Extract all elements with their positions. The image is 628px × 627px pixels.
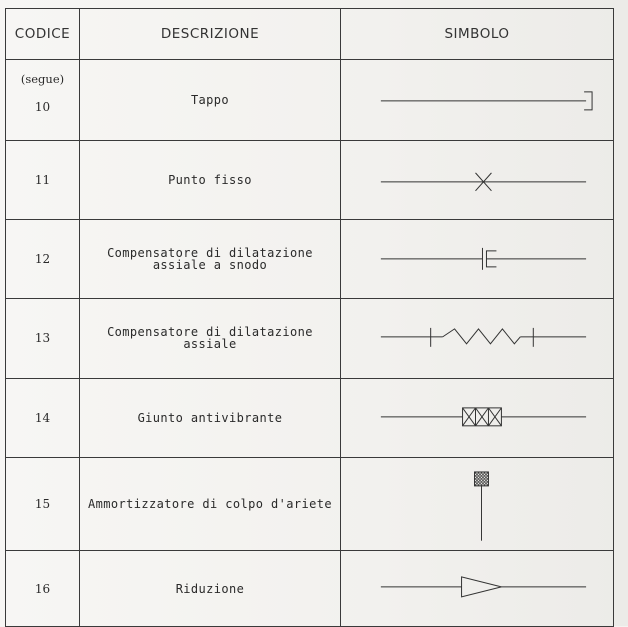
header-simbolo: SIMBOLO xyxy=(341,9,614,60)
table-row xyxy=(6,299,614,379)
code-cell xyxy=(6,60,80,141)
joint-compensator-symbol xyxy=(341,220,613,298)
description-line: Tappo xyxy=(190,92,230,107)
description-line: Compensatore di dilatazione xyxy=(107,246,313,261)
anti-vibration-joint-symbol xyxy=(341,379,613,457)
axial-compensator-symbol xyxy=(341,299,613,378)
table-row xyxy=(6,140,614,220)
symbol-table xyxy=(5,8,614,627)
symbol-cell xyxy=(341,220,614,299)
code-cell: 14 xyxy=(6,378,80,457)
description-line: Giunto antivibrante xyxy=(137,410,283,425)
description-line: Punto fisso xyxy=(168,173,252,188)
table-row xyxy=(6,220,614,299)
table-row xyxy=(6,551,614,627)
symbol-cell xyxy=(341,551,614,627)
description-cell xyxy=(80,378,341,457)
description-line: Ammortizzatore di colpo d'ariete xyxy=(88,496,332,511)
code-cell: 12 xyxy=(6,220,80,299)
symbol-cell xyxy=(341,457,614,551)
description-line: assiale a snodo xyxy=(152,258,268,273)
symbol-cell xyxy=(341,378,614,457)
description-cell xyxy=(80,551,341,627)
header-codice: CODICE xyxy=(6,9,80,60)
code-cell: 13 xyxy=(6,299,80,379)
table-row xyxy=(6,60,614,141)
code-cell: 15 xyxy=(6,457,80,551)
code-value: 10 xyxy=(34,99,51,114)
table-row xyxy=(6,378,614,457)
reducer-symbol xyxy=(341,551,613,626)
description-cell xyxy=(80,220,341,299)
description-cell xyxy=(80,60,341,141)
code-cell: 16 xyxy=(6,551,80,627)
water-hammer-arrester-symbol xyxy=(341,458,613,551)
table-row xyxy=(6,457,614,551)
description-line: Riduzione xyxy=(175,581,245,596)
description-line: Compensatore di dilatazione xyxy=(107,325,313,340)
symbol-cell xyxy=(341,140,614,220)
cap-symbol xyxy=(341,60,613,140)
description-cell xyxy=(80,140,341,220)
table-header-row xyxy=(6,9,614,60)
continued-note: (segue) xyxy=(20,71,65,86)
symbol-cell xyxy=(341,299,614,379)
code-cell: 11 xyxy=(6,140,80,220)
header-descrizione: DESCRIZIONE xyxy=(80,9,341,60)
fixed-point-symbol xyxy=(341,141,613,220)
description-cell xyxy=(80,457,341,551)
description-cell xyxy=(80,299,341,379)
description-line: assiale xyxy=(183,337,237,352)
symbol-cell xyxy=(341,60,614,141)
